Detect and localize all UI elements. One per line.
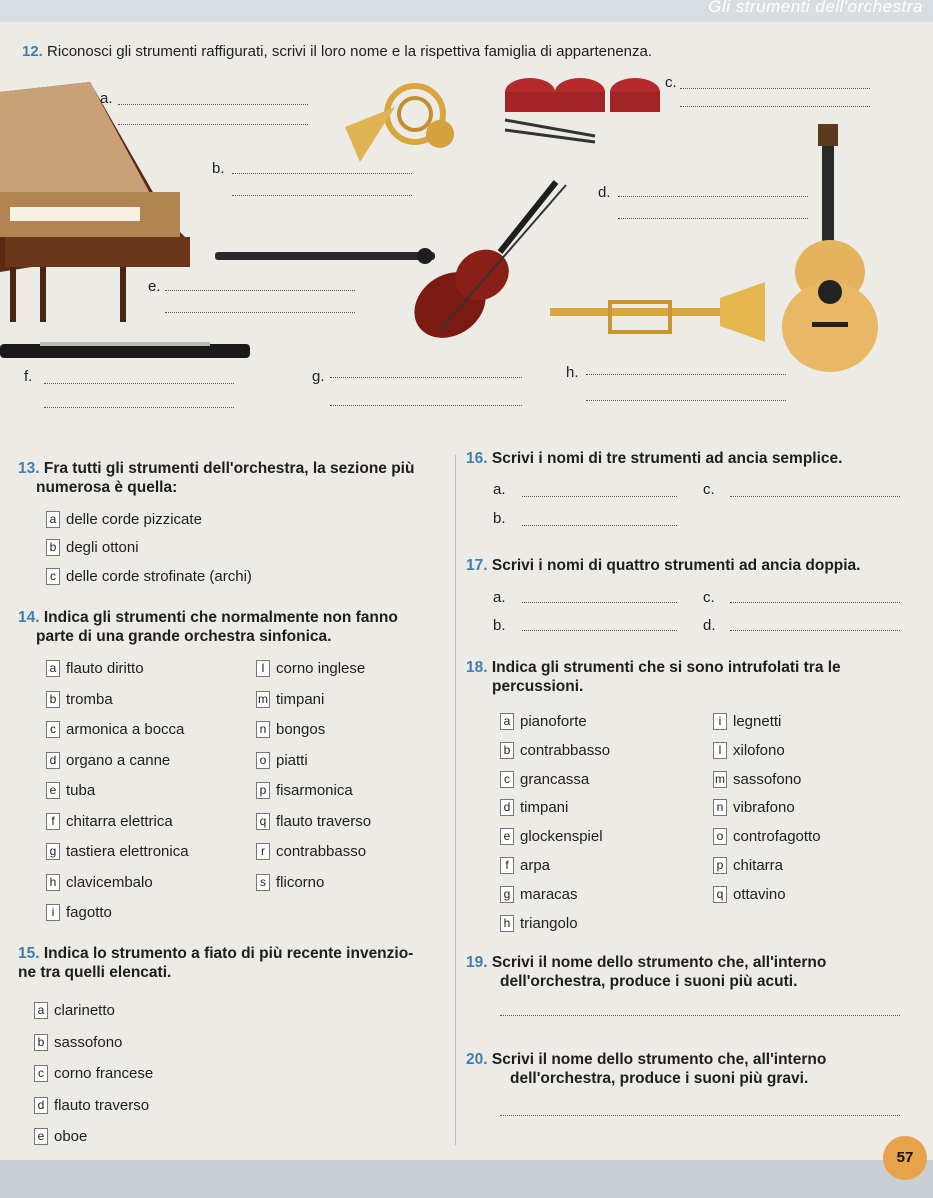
checkbox-n[interactable]: n [256, 721, 270, 738]
page-bottom-strip [0, 1160, 933, 1198]
checkbox-n[interactable]: n [713, 799, 727, 816]
option-text: timpani [276, 690, 325, 708]
option-g[interactable] [500, 886, 578, 903]
option-text: grancassa [520, 770, 590, 788]
option-f[interactable] [500, 857, 550, 874]
option-a[interactable] [500, 713, 587, 730]
q17-line-d[interactable] [730, 630, 900, 631]
option-e[interactable] [46, 782, 95, 799]
option-text: oboe [54, 1128, 88, 1145]
oboe-image [215, 248, 435, 264]
q17-label-b: b. [493, 617, 506, 634]
q13-text-1: Fra tutti gli strumenti dell'orchestra, la sezione più [43, 460, 415, 477]
checkbox-p[interactable]: p [256, 782, 270, 799]
option-text: corno inglese [276, 660, 366, 677]
q19-heading [466, 953, 926, 991]
q16-heading [466, 449, 926, 468]
option-b[interactable] [46, 691, 113, 708]
option-text: pianoforte [520, 713, 587, 730]
option-b[interactable] [500, 742, 610, 759]
option-c[interactable] [46, 721, 184, 738]
q12-text: Riconosci gli strumenti raffigurati, scrivi il loro nome e la rispettiva famiglia di appartenenza. [47, 43, 653, 60]
checkbox-h[interactable]: h [46, 874, 60, 891]
checkbox-m[interactable]: m [715, 771, 725, 786]
q17-heading [466, 556, 926, 575]
q17-line-a[interactable] [522, 602, 677, 603]
option-s[interactable] [256, 874, 324, 891]
harpsichord-image [0, 82, 190, 322]
option-text: degli ottoni [66, 539, 139, 556]
clarinet-image [0, 342, 250, 358]
q12-line-a1[interactable] [118, 104, 308, 105]
q12-label-g: g. [312, 368, 325, 385]
option-text: piatti [276, 751, 308, 769]
option-d[interactable] [500, 799, 568, 816]
q12-label-b: b. [212, 160, 225, 177]
option-text: timpani [520, 799, 569, 817]
checkbox-c[interactable]: c [500, 771, 514, 788]
checkbox-g[interactable]: g [500, 886, 514, 903]
option-b[interactable] [34, 1034, 122, 1051]
q12-heading [22, 42, 922, 61]
checkbox-q[interactable]: q [256, 813, 270, 830]
checkbox-d[interactable]: d [500, 799, 514, 816]
option-l[interactable] [256, 660, 365, 677]
option-i[interactable] [46, 904, 112, 921]
q14-text-1: Indica gli strumenti che normalmente non fanno [43, 609, 398, 626]
option-text: maracas [520, 885, 578, 903]
checkbox-d[interactable]: d [46, 752, 60, 769]
option-h[interactable] [46, 874, 153, 891]
option-e[interactable] [500, 828, 603, 845]
q17-text: Scrivi i nomi di quattro strumenti ad ancia doppia. [491, 557, 861, 574]
option-text: clarinetto [54, 1002, 115, 1019]
q17-label-a: a. [493, 589, 506, 606]
option-text: tuba [66, 782, 96, 799]
q12-line-h2[interactable] [586, 400, 786, 401]
option-h[interactable] [500, 915, 578, 932]
checkbox-h[interactable]: h [500, 915, 514, 932]
option-text: flicorno [276, 873, 325, 891]
option-m[interactable] [713, 771, 801, 788]
checkbox-b[interactable]: b [34, 1034, 48, 1051]
checkbox-f[interactable]: f [500, 857, 514, 874]
option-a[interactable] [46, 660, 144, 677]
q12-line-h1[interactable] [586, 374, 786, 375]
q15-number: 15. [18, 945, 40, 962]
checkbox-i[interactable]: i [713, 713, 727, 730]
page-header [0, 0, 933, 22]
q12-label-a: a. [100, 90, 113, 107]
q12-line-e2[interactable] [165, 312, 355, 313]
q16-line-b[interactable] [522, 525, 677, 526]
q13-number: 13. [18, 460, 40, 477]
q17-label-c: c. [703, 589, 715, 606]
checkbox-r[interactable]: r [256, 843, 270, 860]
option-text: fisarmonica [276, 782, 353, 799]
q19-number: 19. [466, 954, 488, 971]
option-text: xilofono [733, 741, 785, 759]
option-n[interactable] [256, 721, 325, 738]
checkbox-e[interactable]: e [500, 828, 514, 845]
q12-line-d2[interactable] [618, 218, 808, 219]
option-text: organo a canne [66, 751, 171, 769]
option-text: tastiera elettronica [66, 843, 189, 860]
checkbox-p[interactable]: p [713, 857, 727, 874]
option-q[interactable] [256, 813, 371, 830]
checkbox-f[interactable]: f [46, 813, 60, 830]
guitar-image [782, 124, 878, 372]
option-text: bongos [276, 721, 326, 738]
q15-text-1: Indica lo strumento a fiato di più recente invenzio- [43, 945, 414, 962]
q12-line-c1[interactable] [680, 88, 870, 89]
checkbox-c[interactable]: c [46, 721, 60, 738]
q17-number: 17. [466, 557, 488, 574]
column-divider [455, 455, 456, 1145]
option-d[interactable] [46, 752, 170, 769]
option-text: ottavino [733, 885, 786, 903]
q12-instruments-illustration [0, 62, 933, 412]
q19-text-2: dell'orchestra, produce i suoni più acuti. [500, 973, 798, 990]
q12-line-g1[interactable] [330, 377, 522, 378]
q18-text-1: Indica gli strumenti che si sono intrufolati tra le [491, 659, 841, 676]
option-q[interactable] [713, 886, 786, 903]
checkbox-q[interactable]: q [713, 886, 727, 903]
q12-label-d: d. [598, 184, 611, 201]
checkbox-s[interactable]: s [256, 874, 270, 891]
q19-text-1: Scrivi il nome dello strumento che, all'interno [491, 954, 827, 971]
q20-heading [466, 1050, 926, 1088]
checkbox-o[interactable]: o [256, 752, 270, 769]
q15-text-2: ne tra quelli elencati. [18, 964, 172, 981]
q13-heading [18, 459, 448, 497]
option-i[interactable] [713, 713, 781, 730]
checkbox-a[interactable]: a [46, 660, 60, 677]
option-text: flauto diritto [66, 660, 144, 677]
checkbox-l[interactable]: l [713, 742, 727, 759]
checkbox-b[interactable]: b [46, 539, 60, 556]
checkbox-e[interactable]: e [46, 782, 60, 799]
checkbox-a[interactable]: a [46, 511, 60, 528]
checkbox-i[interactable]: i [46, 904, 60, 921]
checkbox-a[interactable]: a [500, 713, 514, 730]
q16-number: 16. [466, 450, 488, 467]
option-text: vibrafono [733, 799, 795, 817]
q12-label-h: h. [566, 364, 579, 381]
option-m[interactable] [256, 691, 324, 708]
option-text: corno francese [54, 1065, 154, 1082]
option-text: chitarra [733, 857, 784, 874]
checkbox-m[interactable]: m [258, 691, 268, 706]
option-text: controfagotto [733, 828, 821, 846]
q12-line-c2[interactable] [680, 106, 870, 107]
q18-text-2: percussioni. [492, 678, 584, 695]
violin-image [402, 182, 566, 351]
option-o[interactable] [713, 828, 821, 845]
checkbox-c[interactable]: c [46, 568, 60, 585]
q12-line-f1[interactable] [44, 383, 234, 384]
checkbox-b[interactable]: b [500, 742, 514, 759]
q16-line-c[interactable] [730, 496, 900, 497]
option-n[interactable] [713, 799, 795, 816]
option-c[interactable] [500, 771, 589, 788]
option-g[interactable] [46, 843, 189, 860]
checkbox-g[interactable]: g [46, 843, 60, 860]
q12-line-e1[interactable] [165, 290, 355, 291]
trumpet-image [550, 282, 765, 342]
page-number-badge: 57 [883, 1136, 927, 1180]
option-a[interactable] [34, 1002, 115, 1019]
q16-label-a: a. [493, 481, 506, 498]
q20-answer-line[interactable] [500, 1115, 900, 1116]
option-text: contrabbasso [520, 741, 611, 759]
option-p[interactable] [256, 782, 353, 799]
q20-text-1: Scrivi il nome dello strumento che, all'interno [491, 1051, 827, 1068]
option-r[interactable] [256, 843, 366, 860]
q12-label-f: f. [24, 368, 33, 385]
checkbox-l[interactable]: l [256, 660, 270, 677]
option-text: chitarra elettrica [66, 812, 173, 830]
q14-text-2: parte di una grande orchestra sinfonica. [36, 628, 332, 645]
q14-heading [18, 608, 448, 646]
q19-answer-line[interactable] [500, 1015, 900, 1016]
q17-line-c[interactable] [730, 602, 900, 603]
q18-number: 18. [466, 659, 488, 676]
chapter-title: Gli strumenti dell'orchestra [708, 0, 923, 16]
drums-image [505, 78, 660, 142]
q12-line-d1[interactable] [618, 196, 808, 197]
q17-line-b[interactable] [522, 630, 677, 631]
option-text: clavicembalo [66, 873, 153, 891]
option-text: sassofono [54, 1033, 123, 1051]
q12-line-b1[interactable] [232, 173, 412, 174]
checkbox-o[interactable]: o [713, 828, 727, 845]
option-text: contrabbasso [276, 843, 367, 860]
option-text: triangolo [520, 914, 578, 932]
q12-line-g2[interactable] [330, 405, 522, 406]
option-text: fagotto [66, 904, 112, 921]
option-text: delle corde pizzicate [66, 511, 202, 528]
checkbox-e[interactable]: e [34, 1128, 48, 1145]
q12-label-e: e. [148, 278, 161, 295]
q16-label-b: b. [493, 510, 506, 527]
q13-option-c[interactable] [46, 568, 252, 585]
q20-number: 20. [466, 1051, 488, 1068]
q12-line-a2[interactable] [118, 124, 308, 125]
checkbox-a[interactable]: a [34, 1002, 48, 1019]
q17-label-d: d. [703, 617, 716, 634]
q13-option-b[interactable] [46, 539, 139, 556]
q13-option-a[interactable] [46, 511, 202, 528]
option-l[interactable] [713, 742, 785, 759]
q12-line-f2[interactable] [44, 407, 234, 408]
checkbox-c[interactable]: c [34, 1065, 48, 1082]
option-o[interactable] [256, 752, 308, 769]
q12-number: 12. [22, 43, 43, 60]
checkbox-b[interactable]: b [46, 691, 60, 708]
option-f[interactable] [46, 813, 173, 830]
option-text: armonica a bocca [66, 721, 185, 738]
checkbox-d[interactable]: d [34, 1097, 48, 1114]
option-text: delle corde strofinate (archi) [66, 568, 252, 585]
q16-label-c: c. [703, 481, 715, 498]
option-c[interactable] [34, 1065, 153, 1082]
option-e[interactable] [34, 1128, 87, 1145]
option-text: sassofono [733, 770, 802, 788]
option-d[interactable] [34, 1097, 149, 1114]
option-p[interactable] [713, 857, 783, 874]
q16-text: Scrivi i nomi di tre strumenti ad ancia semplice. [491, 450, 843, 467]
q20-text-2: dell'orchestra, produce i suoni più gravi. [510, 1070, 809, 1087]
french-horn-image [345, 86, 454, 162]
q12-label-c: c. [665, 74, 677, 91]
option-text: flauto traverso [276, 812, 372, 830]
q15-heading [18, 944, 448, 982]
q16-line-a[interactable] [522, 496, 677, 497]
option-text: legnetti [733, 713, 782, 730]
option-text: arpa [520, 857, 551, 874]
option-text: flauto traverso [54, 1096, 150, 1114]
q14-number: 14. [18, 609, 40, 626]
option-text: tromba [66, 690, 113, 708]
q12-line-b2[interactable] [232, 195, 412, 196]
q13-text-2: numerosa è quella: [36, 479, 178, 496]
q18-heading [466, 658, 926, 696]
option-text: glockenspiel [520, 828, 603, 846]
